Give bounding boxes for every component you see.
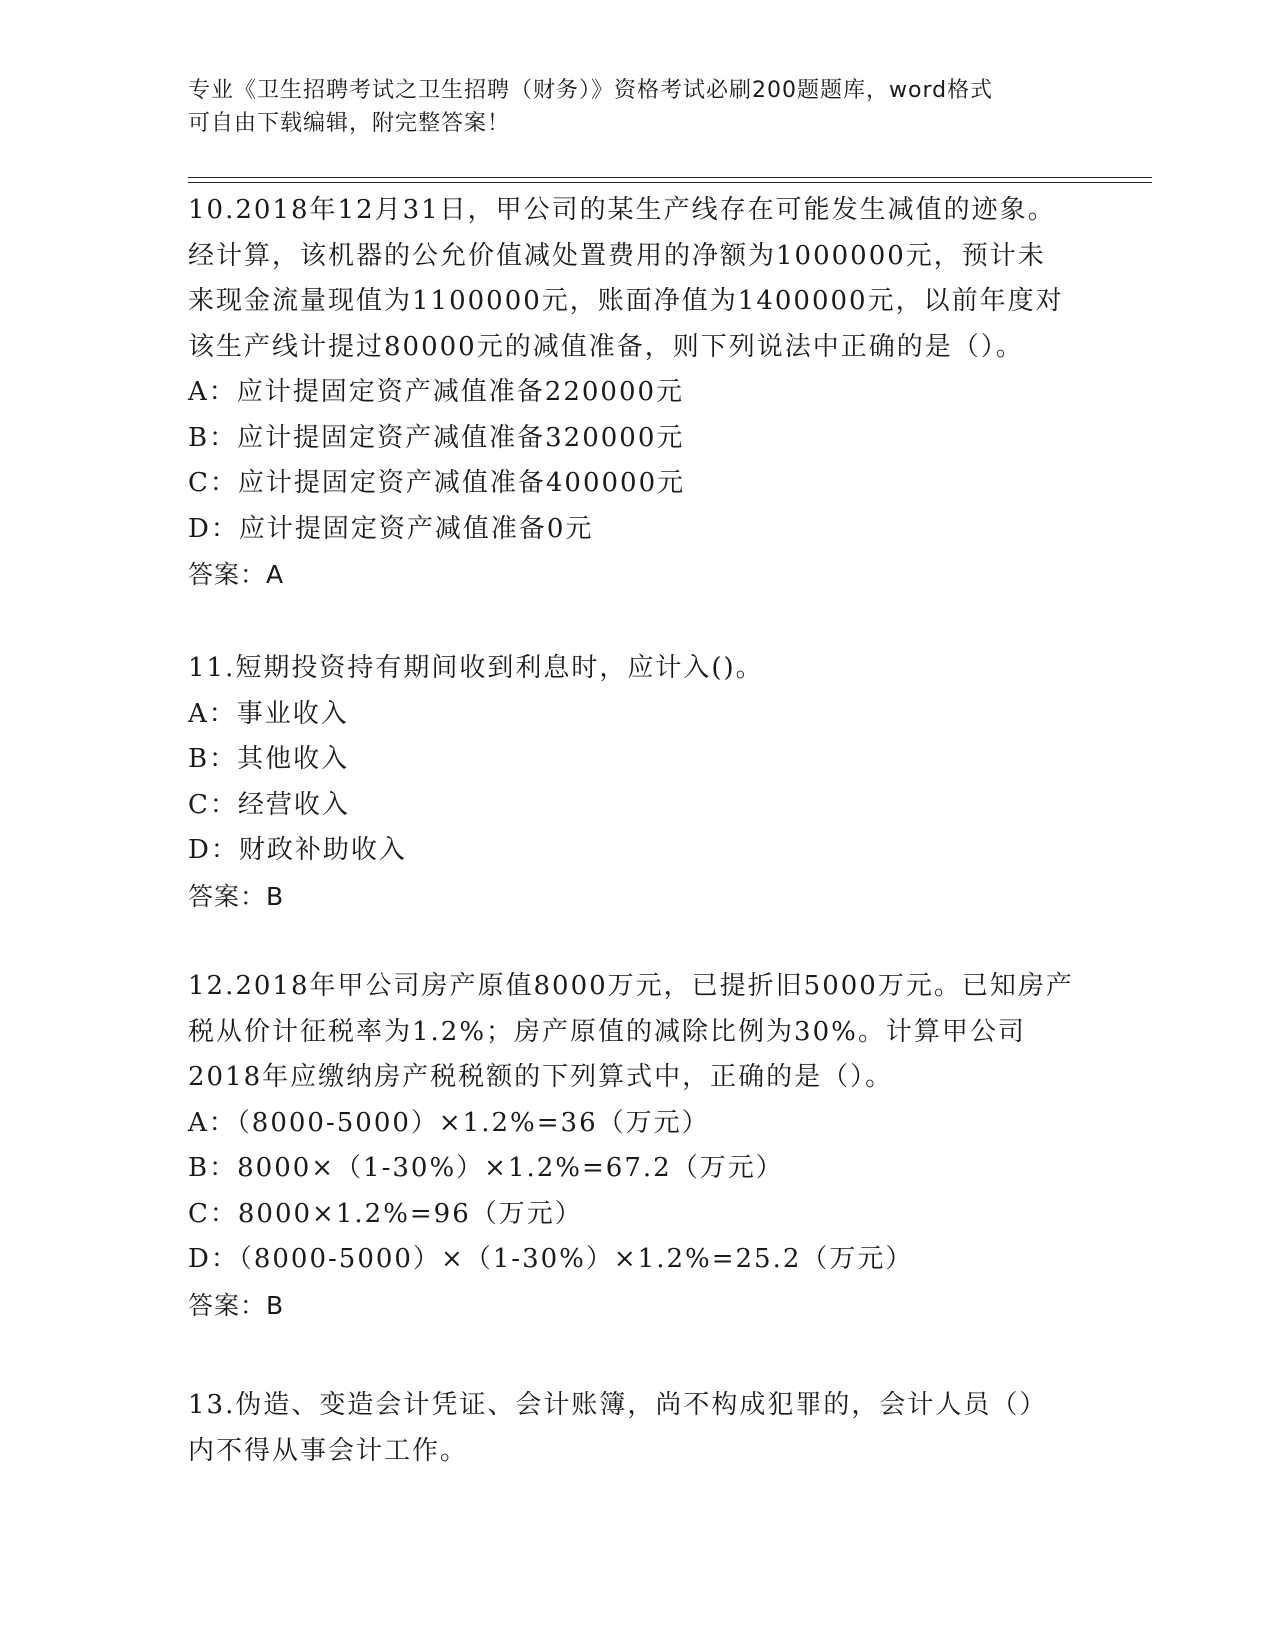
question-stem-line: 税从价计征税率为1.2%；房产原值的减除比例为30%。计算甲公司 xyxy=(188,1016,1026,1047)
option-c: C：8000×1.2%=96（万元） xyxy=(188,1198,583,1229)
question-stem-line: 内不得从事会计工作。 xyxy=(188,1435,469,1466)
option-d: D：应计提固定资产减值准备0元 xyxy=(188,513,594,544)
option-a: A：事业收入 xyxy=(188,698,349,729)
question-block xyxy=(188,188,1088,598)
question-stem-line: 11.短期投资持有期间收到利息时，应计入()。 xyxy=(188,653,764,683)
option-b: B：应计提固定资产减值准备320000元 xyxy=(188,422,685,453)
header-line: 可自由下载编辑，附完整答案！ xyxy=(188,111,511,136)
header-divider xyxy=(188,182,1152,183)
header-divider xyxy=(188,177,1152,178)
question-block xyxy=(188,964,1088,1328)
option-d: D：（8000-5000）×（1-30%）×1.2%=25.2（万元） xyxy=(188,1244,914,1274)
question-stem-line: 2018年应缴纳房产税税额的下列算式中，正确的是（）。 xyxy=(188,1062,894,1092)
answer-line: 答案：B xyxy=(188,1290,285,1320)
option-b: B：其他收入 xyxy=(188,744,350,774)
question-block xyxy=(188,646,1088,919)
option-a: A：（8000-5000）×1.2%=36（万元） xyxy=(188,1107,710,1138)
option-c: C：经营收入 xyxy=(188,789,350,820)
header-line: 专业《卫生招聘考试之卫生招聘（财务）》资格考试必刷200题题库，word格式 xyxy=(188,78,994,103)
question-stem-line: 该生产线计提过80000元的减值准备，则下列说法中正确的是（）。 xyxy=(188,331,1024,362)
question-stem-line: 经计算，该机器的公允价值减处置费用的净额为1000000元，预计未 xyxy=(188,240,1046,271)
question-block xyxy=(188,1383,1088,1474)
answer-line: 答案：A xyxy=(188,560,285,589)
option-a: A：应计提固定资产减值准备220000元 xyxy=(188,377,685,407)
answer-line: 答案：B xyxy=(188,881,285,911)
option-d: D：财政补助收入 xyxy=(188,835,407,865)
option-b: B：8000×（1-30%）×1.2%=67.2（万元） xyxy=(188,1153,784,1183)
option-c: C：应计提固定资产减值准备400000元 xyxy=(188,468,686,498)
question-stem-line: 来现金流量现值为1100000元，账面净值为1400000元，以前年度对 xyxy=(188,286,1064,316)
question-stem-line: 10.2018年12月31日，甲公司的某生产线存在可能发生减值的迹象。 xyxy=(188,195,1056,225)
document-header xyxy=(188,74,1068,140)
question-stem-line: 12.2018年甲公司房产原值8000万元，已提折旧5000万元。已知房产 xyxy=(188,971,1074,1001)
question-stem-line: 13.伪造、变造会计凭证、会计账簿，尚不构成犯罪的，会计人员（） xyxy=(188,1390,1048,1420)
